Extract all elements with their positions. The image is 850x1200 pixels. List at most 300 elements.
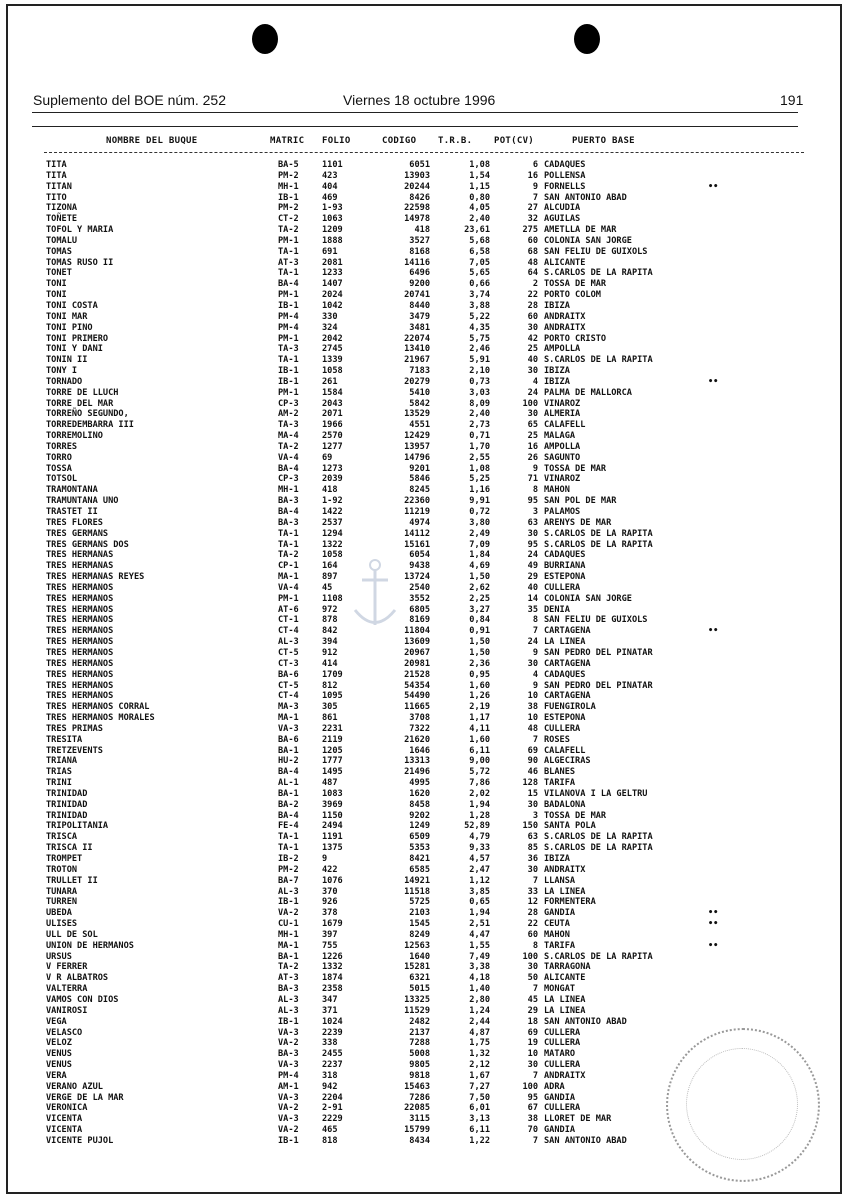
vessel-name: TRES HERMANOS <box>46 669 114 680</box>
trb: 4,47 <box>469 929 490 940</box>
codigo: 3115 <box>409 1114 430 1125</box>
table-row <box>0 789 850 800</box>
folio: 878 <box>322 615 338 626</box>
potencia: 30 <box>527 409 538 420</box>
publication-date: Viernes 18 octubre 1996 <box>343 92 496 108</box>
potencia: 38 <box>527 702 538 713</box>
puerto-base: CADAQUES <box>544 550 586 561</box>
codigo: 14112 <box>404 528 430 539</box>
trb: 1,26 <box>469 691 490 702</box>
folio: 2119 <box>322 734 343 745</box>
vessel-name: TORREÑO SEGUNDO, <box>46 409 129 420</box>
vessel-table <box>0 160 850 1147</box>
trb: 1,08 <box>469 463 490 474</box>
puerto-base: CULLERA <box>544 582 581 593</box>
vessel-name: TOTSOL <box>46 474 78 485</box>
folio: 1150 <box>322 810 343 821</box>
table-row <box>0 637 850 648</box>
codigo: 20967 <box>404 647 430 658</box>
matricula: BA-6 <box>278 734 299 745</box>
trb: 2,36 <box>469 658 490 669</box>
vessel-name: TRES HERMANAS <box>46 550 114 561</box>
codigo: 13313 <box>404 756 430 767</box>
potencia: 60 <box>527 311 538 322</box>
matricula: BA-3 <box>278 984 299 995</box>
matricula: PM-1 <box>278 235 299 246</box>
vessel-name: TRISCA II <box>46 843 93 854</box>
folio: 330 <box>322 311 338 322</box>
folio: 1095 <box>322 691 343 702</box>
potencia: 30 <box>527 366 538 377</box>
folio: 2231 <box>322 723 343 734</box>
table-row <box>0 1017 850 1028</box>
vessel-name: TONI MAR <box>46 311 88 322</box>
trb: 0,71 <box>469 431 490 442</box>
puerto-base: CARTAGENA <box>544 658 591 669</box>
potencia: 7 <box>532 875 538 886</box>
matricula: VA-3 <box>278 1027 299 1038</box>
trb: 5,65 <box>469 268 490 279</box>
puerto-base: AGUILAS <box>544 214 581 225</box>
folio: 755 <box>322 940 338 951</box>
potencia: 24 <box>527 550 538 561</box>
trb: 1,54 <box>469 170 490 181</box>
puerto-base: S.CARLOS DE LA RAPITA <box>544 843 653 854</box>
puerto-base: AMPOLLA <box>544 441 581 452</box>
trb: 1,84 <box>469 550 490 561</box>
puerto-base: ALCUDIA <box>544 203 581 214</box>
matricula: PM-1 <box>278 290 299 301</box>
matricula: AL-3 <box>278 637 299 648</box>
puerto-base: SAN PEDRO DEL PINATAR <box>544 647 653 658</box>
margin-mark: •• <box>708 181 719 192</box>
anchor-watermark <box>350 555 400 635</box>
puerto-base: CALAFELL <box>544 745 586 756</box>
table-row <box>0 182 850 193</box>
potencia: 28 <box>527 300 538 311</box>
puerto-base: IBIZA <box>544 300 570 311</box>
folio: 418 <box>322 485 338 496</box>
binding-hole <box>574 24 600 54</box>
folio: 9 <box>322 854 328 864</box>
potencia: 7 <box>532 1070 538 1081</box>
vessel-name: UNION DE HERMANOS <box>46 940 134 951</box>
table-row <box>0 832 850 843</box>
matricula: PM-2 <box>278 170 299 181</box>
puerto-base: LA LINEA <box>544 637 586 648</box>
folio: 2204 <box>322 1092 343 1103</box>
potencia: 42 <box>527 333 538 344</box>
matricula: PM-2 <box>278 864 299 875</box>
potencia: 9 <box>532 181 538 192</box>
matricula: AT-3 <box>278 973 299 984</box>
vessel-name: VANIROSI <box>46 1005 88 1016</box>
potencia: 30 <box>527 799 538 810</box>
trb: 8,09 <box>469 398 490 409</box>
codigo: 13325 <box>404 994 430 1005</box>
folio: 370 <box>322 886 338 897</box>
folio: 1101 <box>322 160 343 170</box>
puerto-base: TARIFA <box>544 940 576 951</box>
folio: 469 <box>322 192 338 203</box>
puerto-base: ANDRAITX <box>544 1070 586 1081</box>
table-row <box>0 399 850 410</box>
table-row <box>0 442 850 453</box>
folio: 2024 <box>322 290 343 301</box>
table-row <box>0 876 850 887</box>
col-header-trb: T.R.B. <box>438 136 473 146</box>
potencia: 33 <box>527 886 538 897</box>
folio: 1294 <box>322 528 343 539</box>
codigo: 54490 <box>404 691 430 702</box>
vessel-name: TRISCA <box>46 832 78 843</box>
matricula: PM-1 <box>278 593 299 604</box>
potencia: 3 <box>532 507 538 517</box>
codigo: 21528 <box>404 669 430 680</box>
vessel-name: VENUS <box>46 1049 72 1060</box>
table-row <box>0 203 850 214</box>
trb: 4,69 <box>469 561 490 572</box>
potencia: 48 <box>527 723 538 734</box>
table-row <box>0 529 850 540</box>
vessel-name: VELASCO <box>46 1027 83 1038</box>
trb: 1,40 <box>469 984 490 995</box>
table-row <box>0 355 850 366</box>
table-row <box>0 735 850 746</box>
folio: 261 <box>322 376 338 387</box>
puerto-base: S.CARLOS DE LA RAPITA <box>544 268 653 279</box>
matricula: BA-1 <box>278 788 299 799</box>
potencia: 90 <box>527 756 538 767</box>
potencia: 22 <box>527 919 538 930</box>
table-row <box>0 995 850 1006</box>
matricula: CP-3 <box>278 474 299 485</box>
puerto-base: SAGUNTO <box>544 452 581 463</box>
matricula: TA-1 <box>278 832 299 843</box>
table-row <box>0 474 850 485</box>
potencia: 68 <box>527 246 538 257</box>
table-row <box>0 247 850 258</box>
codigo: 5846 <box>409 474 430 485</box>
puerto-base: S.CARLOS DE LA RAPITA <box>544 528 653 539</box>
trb: 1,12 <box>469 875 490 886</box>
puerto-base: CULLERA <box>544 1103 581 1114</box>
vessel-name: TONI COSTA <box>46 300 98 311</box>
matricula: MH-1 <box>278 181 299 192</box>
folio: 1709 <box>322 669 343 680</box>
potencia: 67 <box>527 1103 538 1114</box>
folio: 861 <box>322 713 338 724</box>
puerto-base: SAN ANTONIO ABAD <box>544 1135 627 1146</box>
puerto-base: MALAGA <box>544 431 576 442</box>
codigo: 1640 <box>409 951 430 962</box>
potencia: 40 <box>527 582 538 593</box>
matricula: IB-1 <box>278 897 299 908</box>
codigo: 13957 <box>404 441 430 452</box>
vessel-name: TRAMUNTANA UNO <box>46 496 119 507</box>
codigo: 3479 <box>409 311 430 322</box>
codigo: 5410 <box>409 387 430 398</box>
table-row <box>0 279 850 290</box>
matricula: CU-1 <box>278 919 299 930</box>
codigo: 20981 <box>404 658 430 669</box>
puerto-base: TOSSA DE MAR <box>544 810 607 821</box>
codigo: 2103 <box>409 908 430 919</box>
table-top-rule <box>32 126 798 127</box>
matricula: BA-2 <box>278 799 299 810</box>
codigo: 6509 <box>409 832 430 843</box>
matricula: BA-4 <box>278 279 299 290</box>
codigo: 1249 <box>409 821 430 832</box>
potencia: 71 <box>527 474 538 485</box>
codigo: 5842 <box>409 398 430 409</box>
matricula: MH-1 <box>278 485 299 496</box>
publication-title: Suplemento del BOE núm. 252 <box>33 92 227 108</box>
trb: 7,27 <box>469 1081 490 1092</box>
trb: 1,32 <box>469 1049 490 1060</box>
folio: 324 <box>322 322 338 333</box>
puerto-base: MATARO <box>544 1049 576 1060</box>
puerto-base: ESTEPONA <box>544 572 586 583</box>
table-row <box>0 160 850 171</box>
table-row <box>0 756 850 767</box>
codigo: 15463 <box>404 1081 430 1092</box>
potencia: 60 <box>527 929 538 940</box>
codigo: 4995 <box>409 778 430 789</box>
matricula: TA-2 <box>278 550 299 561</box>
puerto-base: MAHON <box>544 929 570 940</box>
matricula: PM-1 <box>278 333 299 344</box>
potencia: 6 <box>532 160 538 170</box>
matricula: TA-1 <box>278 355 299 366</box>
potencia: 19 <box>527 1038 538 1049</box>
puerto-base: ANDRAITX <box>544 322 586 333</box>
matricula: BA-4 <box>278 463 299 474</box>
matricula: CT-4 <box>278 626 299 637</box>
vessel-name: UBEDA <box>46 908 72 919</box>
table-row <box>0 377 850 388</box>
puerto-base: CADAQUES <box>544 669 586 680</box>
codigo: 11804 <box>404 626 430 637</box>
codigo: 21496 <box>404 767 430 778</box>
trb: 2,47 <box>469 864 490 875</box>
folio: 972 <box>322 604 338 615</box>
folio: 2039 <box>322 474 343 485</box>
table-row <box>0 334 850 345</box>
matricula: PM-4 <box>278 322 299 333</box>
table-row <box>0 236 850 247</box>
puerto-base: IBIZA <box>544 366 570 377</box>
folio: 1777 <box>322 756 343 767</box>
codigo: 54354 <box>404 680 430 691</box>
matricula: IB-1 <box>278 192 299 203</box>
potencia: 60 <box>527 235 538 246</box>
matricula: CT-2 <box>278 214 299 225</box>
puerto-base: CADAQUES <box>544 160 586 170</box>
trb: 9,91 <box>469 496 490 507</box>
table-row <box>0 648 850 659</box>
potencia: 25 <box>527 344 538 355</box>
codigo: 13609 <box>404 637 430 648</box>
puerto-base: DENIA <box>544 604 570 615</box>
trb: 5,72 <box>469 767 490 778</box>
puerto-base: PORTO COLOM <box>544 290 601 301</box>
puerto-base: ANDRAITX <box>544 864 586 875</box>
trb: 0,66 <box>469 279 490 290</box>
matricula: CT-4 <box>278 691 299 702</box>
matricula: CT-5 <box>278 680 299 691</box>
table-row <box>0 366 850 377</box>
folio: 2042 <box>322 333 343 344</box>
vessel-name: TONY I <box>46 366 78 377</box>
vessel-name: TOFOL Y MARIA <box>46 225 114 236</box>
trb: 3,27 <box>469 604 490 615</box>
codigo: 22598 <box>404 203 430 214</box>
potencia: 30 <box>527 658 538 669</box>
trb: 1,50 <box>469 647 490 658</box>
codigo: 14921 <box>404 875 430 886</box>
table-row <box>0 312 850 323</box>
margin-mark: •• <box>708 626 719 637</box>
matricula: BA-4 <box>278 767 299 778</box>
folio: 1584 <box>322 387 343 398</box>
potencia: 7 <box>532 984 538 995</box>
vessel-name: TORREDEMBARRA III <box>46 420 134 431</box>
trb: 0,84 <box>469 615 490 626</box>
codigo: 7286 <box>409 1092 430 1103</box>
matricula: VA-3 <box>278 1092 299 1103</box>
puerto-base: CULLERA <box>544 723 581 734</box>
trb: 0,95 <box>469 669 490 680</box>
codigo: 9438 <box>409 561 430 572</box>
trb: 4,79 <box>469 832 490 843</box>
codigo: 2137 <box>409 1027 430 1038</box>
folio: 912 <box>322 647 338 658</box>
potencia: 10 <box>527 713 538 724</box>
potencia: 95 <box>527 496 538 507</box>
folio: 423 <box>322 170 338 181</box>
vessel-name: VELOZ <box>46 1038 72 1049</box>
codigo: 20279 <box>404 376 430 387</box>
vessel-name: TRETZEVENTS <box>46 745 103 756</box>
trb: 4,87 <box>469 1027 490 1038</box>
trb: 2,40 <box>469 214 490 225</box>
table-row <box>0 344 850 355</box>
codigo: 418 <box>414 225 430 236</box>
trb: 2,10 <box>469 366 490 377</box>
puerto-base: AMETLLA DE MAR <box>544 225 617 236</box>
puerto-base: CULLERA <box>544 1038 581 1049</box>
potencia: 48 <box>527 257 538 268</box>
folio: 1407 <box>322 279 343 290</box>
matricula: PM-2 <box>278 203 299 214</box>
puerto-base: TARRAGONA <box>544 962 591 973</box>
puerto-base: LA LINEA <box>544 886 586 897</box>
potencia: 85 <box>527 843 538 854</box>
vessel-name: TRULLET II <box>46 875 98 886</box>
puerto-base: S.CARLOS DE LA RAPITA <box>544 355 653 366</box>
codigo: 8421 <box>409 854 430 864</box>
table-row <box>0 409 850 420</box>
table-row <box>0 659 850 670</box>
trb: 1,67 <box>469 1070 490 1081</box>
vessel-name: V R ALBATROS <box>46 973 109 984</box>
matricula: BA-4 <box>278 810 299 821</box>
table-row <box>0 507 850 518</box>
codigo: 3708 <box>409 713 430 724</box>
puerto-base: GANDIA <box>544 908 576 919</box>
trb: 0,80 <box>469 192 490 203</box>
puerto-base: FORMENTERA <box>544 897 596 908</box>
table-row <box>0 811 850 822</box>
codigo: 15799 <box>404 1125 430 1136</box>
matricula: VA-2 <box>278 1125 299 1136</box>
folio: 842 <box>322 626 338 637</box>
vessel-name: TOÑETE <box>46 214 78 225</box>
trb: 7,49 <box>469 951 490 962</box>
vessel-name: TRES HERMANOS <box>46 626 114 637</box>
matricula: BA-4 <box>278 507 299 517</box>
puerto-base: S.CARLOS DE LA RAPITA <box>544 832 653 843</box>
potencia: 29 <box>527 1005 538 1016</box>
potencia: 63 <box>527 517 538 528</box>
puerto-base: ANDRAITX <box>544 311 586 322</box>
trb: 7,50 <box>469 1092 490 1103</box>
vessel-name: VERGE DE LA MAR <box>46 1092 124 1103</box>
trb: 4,35 <box>469 322 490 333</box>
table-row <box>0 464 850 475</box>
codigo: 3481 <box>409 322 430 333</box>
matricula: HU-2 <box>278 756 299 767</box>
trb: 5,75 <box>469 333 490 344</box>
codigo: 4551 <box>409 420 430 431</box>
potencia: 49 <box>527 561 538 572</box>
potencia: 40 <box>527 355 538 366</box>
codigo: 8440 <box>409 300 430 311</box>
potencia: 95 <box>527 539 538 550</box>
potencia: 8 <box>532 615 538 626</box>
vessel-name: TRES HERMANOS <box>46 615 114 626</box>
folio: 487 <box>322 778 338 789</box>
table-row <box>0 1006 850 1017</box>
potencia: 69 <box>527 1027 538 1038</box>
puerto-base: PALMA DE MALLORCA <box>544 387 632 398</box>
folio: 1375 <box>322 843 343 854</box>
trb: 3,74 <box>469 290 490 301</box>
puerto-base: BURRIANA <box>544 561 586 572</box>
codigo: 11665 <box>404 702 430 713</box>
table-row <box>0 962 850 973</box>
codigo: 14796 <box>404 452 430 463</box>
potencia: 9 <box>532 647 538 658</box>
puerto-base: COLONIA SAN JORGE <box>544 235 632 246</box>
trb: 1,24 <box>469 1005 490 1016</box>
folio: 1277 <box>322 441 343 452</box>
puerto-base: GANDIA <box>544 1092 576 1103</box>
table-row <box>0 193 850 204</box>
folio: 1495 <box>322 767 343 778</box>
matricula: TA-1 <box>278 843 299 854</box>
puerto-base: CULLERA <box>544 1027 581 1038</box>
vessel-name: TONI PRIMERO <box>46 333 109 344</box>
folio: 1322 <box>322 539 343 550</box>
folio: 1-93 <box>322 203 343 214</box>
potencia: 22 <box>527 290 538 301</box>
trb: 1,94 <box>469 799 490 810</box>
potencia: 30 <box>527 962 538 973</box>
codigo: 21967 <box>404 355 430 366</box>
trb: 4,11 <box>469 723 490 734</box>
